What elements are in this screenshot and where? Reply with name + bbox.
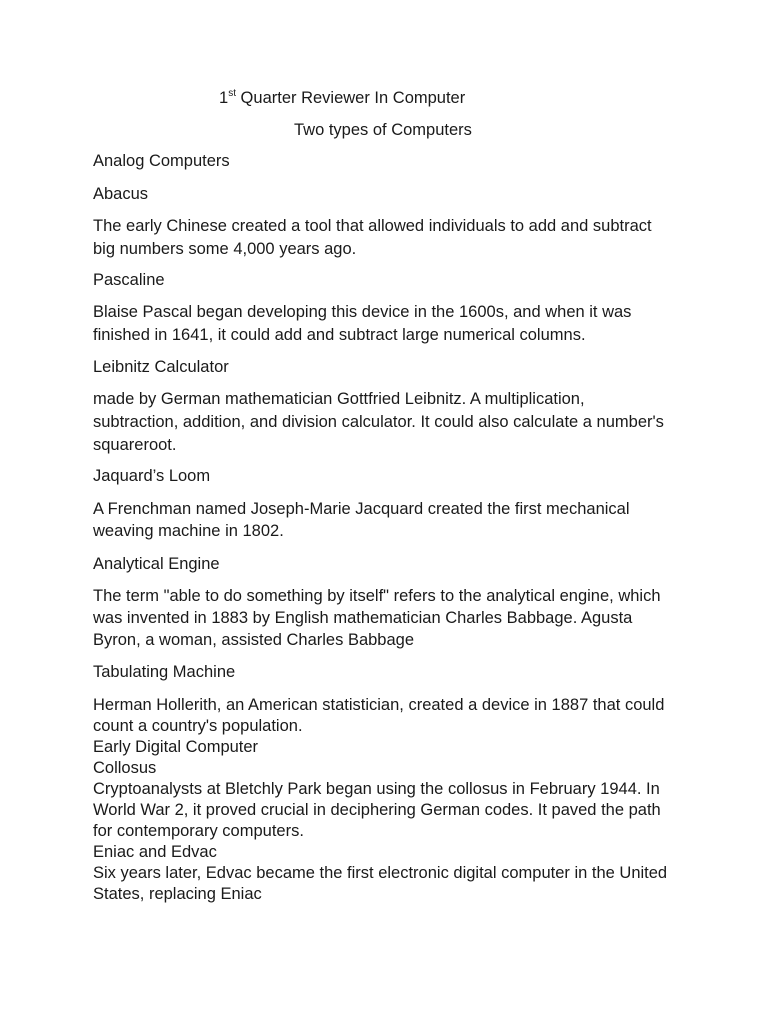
- heading-early-digital-computer: Early Digital Computer: [93, 738, 259, 756]
- title-number: 1: [219, 89, 229, 107]
- paragraph-line: weaving machine in 1802.: [93, 522, 284, 540]
- heading-abacus: Abacus: [93, 185, 149, 203]
- heading-tabulating-machine: Tabulating Machine: [93, 663, 236, 681]
- heading-analytical-engine: Analytical Engine: [93, 555, 220, 573]
- document-subtitle: Two types of Computers: [294, 121, 472, 139]
- title-text: Quarter Reviewer In Computer: [235, 89, 466, 107]
- paragraph-line: States, replacing Eniac: [93, 885, 262, 903]
- heading-eniac-and-edvac: Eniac and Edvac: [93, 843, 217, 861]
- document-title: [219, 87, 465, 109]
- paragraph-line: finished in 1641, it could add and subtract large numerical columns.: [93, 326, 586, 344]
- heading-leibnitz-calculator: Leibnitz Calculator: [93, 358, 229, 376]
- paragraph-line: World War 2, it proved crucial in deciphering German codes. It paved the path: [93, 801, 661, 819]
- paragraph-line: A Frenchman named Joseph-Marie Jacquard created the first mechanical: [93, 500, 630, 518]
- heading-pascaline: Pascaline: [93, 271, 165, 289]
- paragraph-line: Blaise Pascal began developing this device in the 1600s, and when it was: [93, 303, 632, 321]
- paragraph-line: Herman Hollerith, an American statistician, created a device in 1887 that could: [93, 696, 665, 714]
- heading-jaquards-loom: Jaquard’s Loom: [93, 467, 211, 485]
- paragraph-line: The early Chinese created a tool that allowed individuals to add and subtract: [93, 217, 652, 235]
- paragraph-line: subtraction, addition, and division calculator. It could also calculate a number's: [93, 413, 664, 431]
- paragraph-line: count a country's population.: [93, 717, 303, 735]
- heading-analog-computers: Analog Computers: [93, 152, 230, 170]
- paragraph-line: Cryptoanalysts at Bletchly Park began using the collosus in February 1944. In: [93, 780, 660, 798]
- paragraph-line: squareroot.: [93, 436, 177, 454]
- heading-collosus: Collosus: [93, 759, 157, 777]
- paragraph-line: made by German mathematician Gottfried Leibnitz. A multiplication,: [93, 390, 585, 408]
- paragraph-line: for contemporary computers.: [93, 822, 304, 840]
- title-superscript: st: [228, 87, 236, 99]
- paragraph-line: Byron, a woman, assisted Charles Babbage: [93, 631, 415, 649]
- paragraph-line: Six years later, Edvac became the first electronic digital computer in the United: [93, 864, 668, 882]
- paragraph-line: was invented in 1883 by English mathematician Charles Babbage. Agusta: [93, 609, 633, 627]
- paragraph-line: big numbers some 4,000 years ago.: [93, 240, 357, 258]
- paragraph-line: The term "able to do something by itself" refers to the analytical engine, which: [93, 587, 661, 605]
